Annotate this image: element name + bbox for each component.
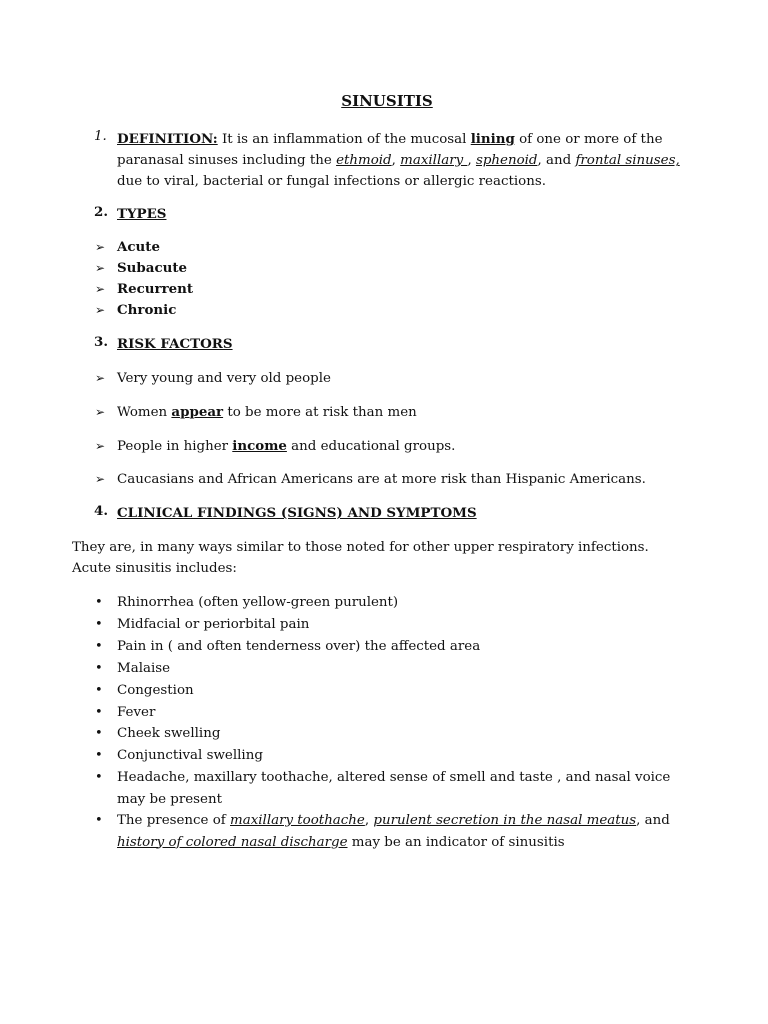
- symptom-label: Headache, maxillary toothache, altered sense of smell and taste , and nasal voice may be present: [117, 770, 671, 807]
- risk-item-women: [95, 402, 715, 423]
- symptom-label: Rhinorrhea (often yellow-green purulent): [117, 595, 399, 610]
- symptom-item: [95, 592, 715, 613]
- risk-item-label: Very young and very old people: [117, 371, 331, 386]
- risk-item-ethnicity: [95, 469, 715, 490]
- types-item-label: Chronic: [117, 302, 177, 318]
- symptom-item: [95, 680, 715, 701]
- section-number-clinical: 4.: [94, 503, 108, 519]
- symptom-label: Conjunctival swelling: [117, 748, 263, 763]
- symptom-item: [95, 745, 715, 766]
- bullet-icon: •: [95, 813, 103, 828]
- indicator-sep-1: ,: [364, 813, 374, 828]
- types-item-label: Subacute: [117, 260, 188, 276]
- symptom-item-indicator: [95, 810, 715, 854]
- definition-paragraph: [117, 129, 707, 193]
- symptom-item: [95, 636, 715, 657]
- types-item-recurrent: [95, 279, 715, 300]
- arrow-bullet-icon: ➢: [95, 282, 106, 296]
- indicator-text-a: The presence of: [117, 813, 231, 828]
- section-number-risk: 3.: [94, 334, 108, 350]
- definition-text-c: due to viral, bacterial or fungal infections or allergic reactions.: [117, 174, 546, 190]
- types-item-acute: [95, 237, 715, 258]
- arrow-bullet-icon: ➢: [95, 371, 106, 385]
- arrow-bullet-icon: ➢: [95, 405, 106, 419]
- indicator-maxillary-toothache: maxillary toothache: [230, 813, 365, 828]
- definition-sep-2: ,: [467, 153, 476, 169]
- risk-item-label: [117, 436, 455, 457]
- bullet-icon: •: [95, 595, 103, 610]
- definition-text-b: of one or more of the paranasal sinuses including the: [117, 132, 663, 169]
- risk-item-label: [117, 402, 417, 423]
- types-item-label: Acute: [117, 239, 160, 255]
- bullet-icon: •: [95, 726, 103, 741]
- definition-text-a: It is an inflammation of the mucosal: [217, 132, 471, 147]
- symptom-label: Cheek swelling: [117, 726, 221, 741]
- risk-item-label: Caucasians and African Americans are at more risk than Hispanic Americans.: [117, 472, 646, 487]
- symptom-item: [95, 723, 715, 744]
- indicator-purulent-secretion: purulent secretion in the nasal meatus: [373, 813, 637, 828]
- arrow-bullet-icon: ➢: [95, 240, 106, 254]
- page-title: SINUSITIS: [341, 92, 433, 110]
- symptom-label: Malaise: [117, 661, 171, 676]
- definition-sphenoid: sphenoid: [475, 153, 538, 169]
- risk-item-income-income: income: [232, 438, 287, 454]
- types-item-label: Recurrent: [117, 281, 194, 297]
- section-number-types: 2.: [94, 204, 108, 220]
- bullet-icon: •: [95, 661, 103, 676]
- risk-item-age: [95, 368, 715, 389]
- bullet-icon: •: [95, 617, 103, 632]
- symptom-label: Congestion: [117, 683, 194, 698]
- definition-ethmoid: ethmoid: [336, 153, 392, 169]
- clinical-intro: They are, in many ways similar to those noted for other upper respiratory infections. Acute sinusitis includes:: [72, 540, 649, 576]
- risk-item-women-b: to be more at risk than men: [223, 405, 417, 420]
- arrow-bullet-icon: ➢: [95, 303, 106, 317]
- bullet-icon: •: [95, 748, 103, 763]
- symptom-label: Pain in ( and often tenderness over) the affected area: [117, 639, 481, 654]
- risk-item-income-a: People in higher: [117, 439, 233, 454]
- definition-sep-1: ,: [391, 153, 401, 169]
- definition-sep-3: , and: [537, 153, 576, 169]
- definition-maxillary: maxillary: [400, 153, 468, 169]
- arrow-bullet-icon: ➢: [95, 472, 106, 486]
- indicator-sep-2: , and: [636, 813, 670, 828]
- definition-lining: lining: [470, 131, 515, 147]
- types-item-subacute: [95, 258, 715, 279]
- arrow-bullet-icon: ➢: [95, 261, 106, 275]
- risk-item-women-appear: appear: [171, 404, 224, 420]
- risk-item-income: [95, 436, 715, 457]
- symptom-item: [95, 702, 715, 723]
- bullet-icon: •: [95, 639, 103, 654]
- symptom-label: Midfacial or periorbital pain: [117, 617, 310, 632]
- risk-item-women-a: Women: [117, 405, 172, 420]
- risk-item-income-b: and educational groups.: [286, 439, 456, 454]
- types-heading: TYPES: [117, 206, 167, 222]
- symptom-label: [117, 810, 697, 853]
- types-item-chronic: [95, 300, 715, 321]
- bullet-icon: •: [95, 683, 103, 698]
- indicator-text-b: may be an indicator of sinusitis: [347, 834, 565, 850]
- risk-factors-heading: RISK FACTORS: [117, 336, 233, 352]
- definition-heading: DEFINITION:: [117, 131, 218, 147]
- symptom-item: [95, 658, 715, 679]
- bullet-icon: •: [95, 770, 103, 785]
- symptom-item-headache: [95, 767, 715, 811]
- section-number-definition: 1.: [94, 129, 107, 144]
- definition-frontal: frontal sinuses,: [575, 153, 680, 169]
- symptom-label: Fever: [117, 705, 156, 720]
- arrow-bullet-icon: ➢: [95, 439, 106, 453]
- indicator-colored-discharge: history of colored nasal discharge: [117, 834, 348, 850]
- bullet-icon: •: [95, 705, 103, 720]
- symptom-item: [95, 614, 715, 635]
- clinical-heading: CLINICAL FINDINGS (SIGNS) AND SYMPTOMS: [117, 505, 477, 521]
